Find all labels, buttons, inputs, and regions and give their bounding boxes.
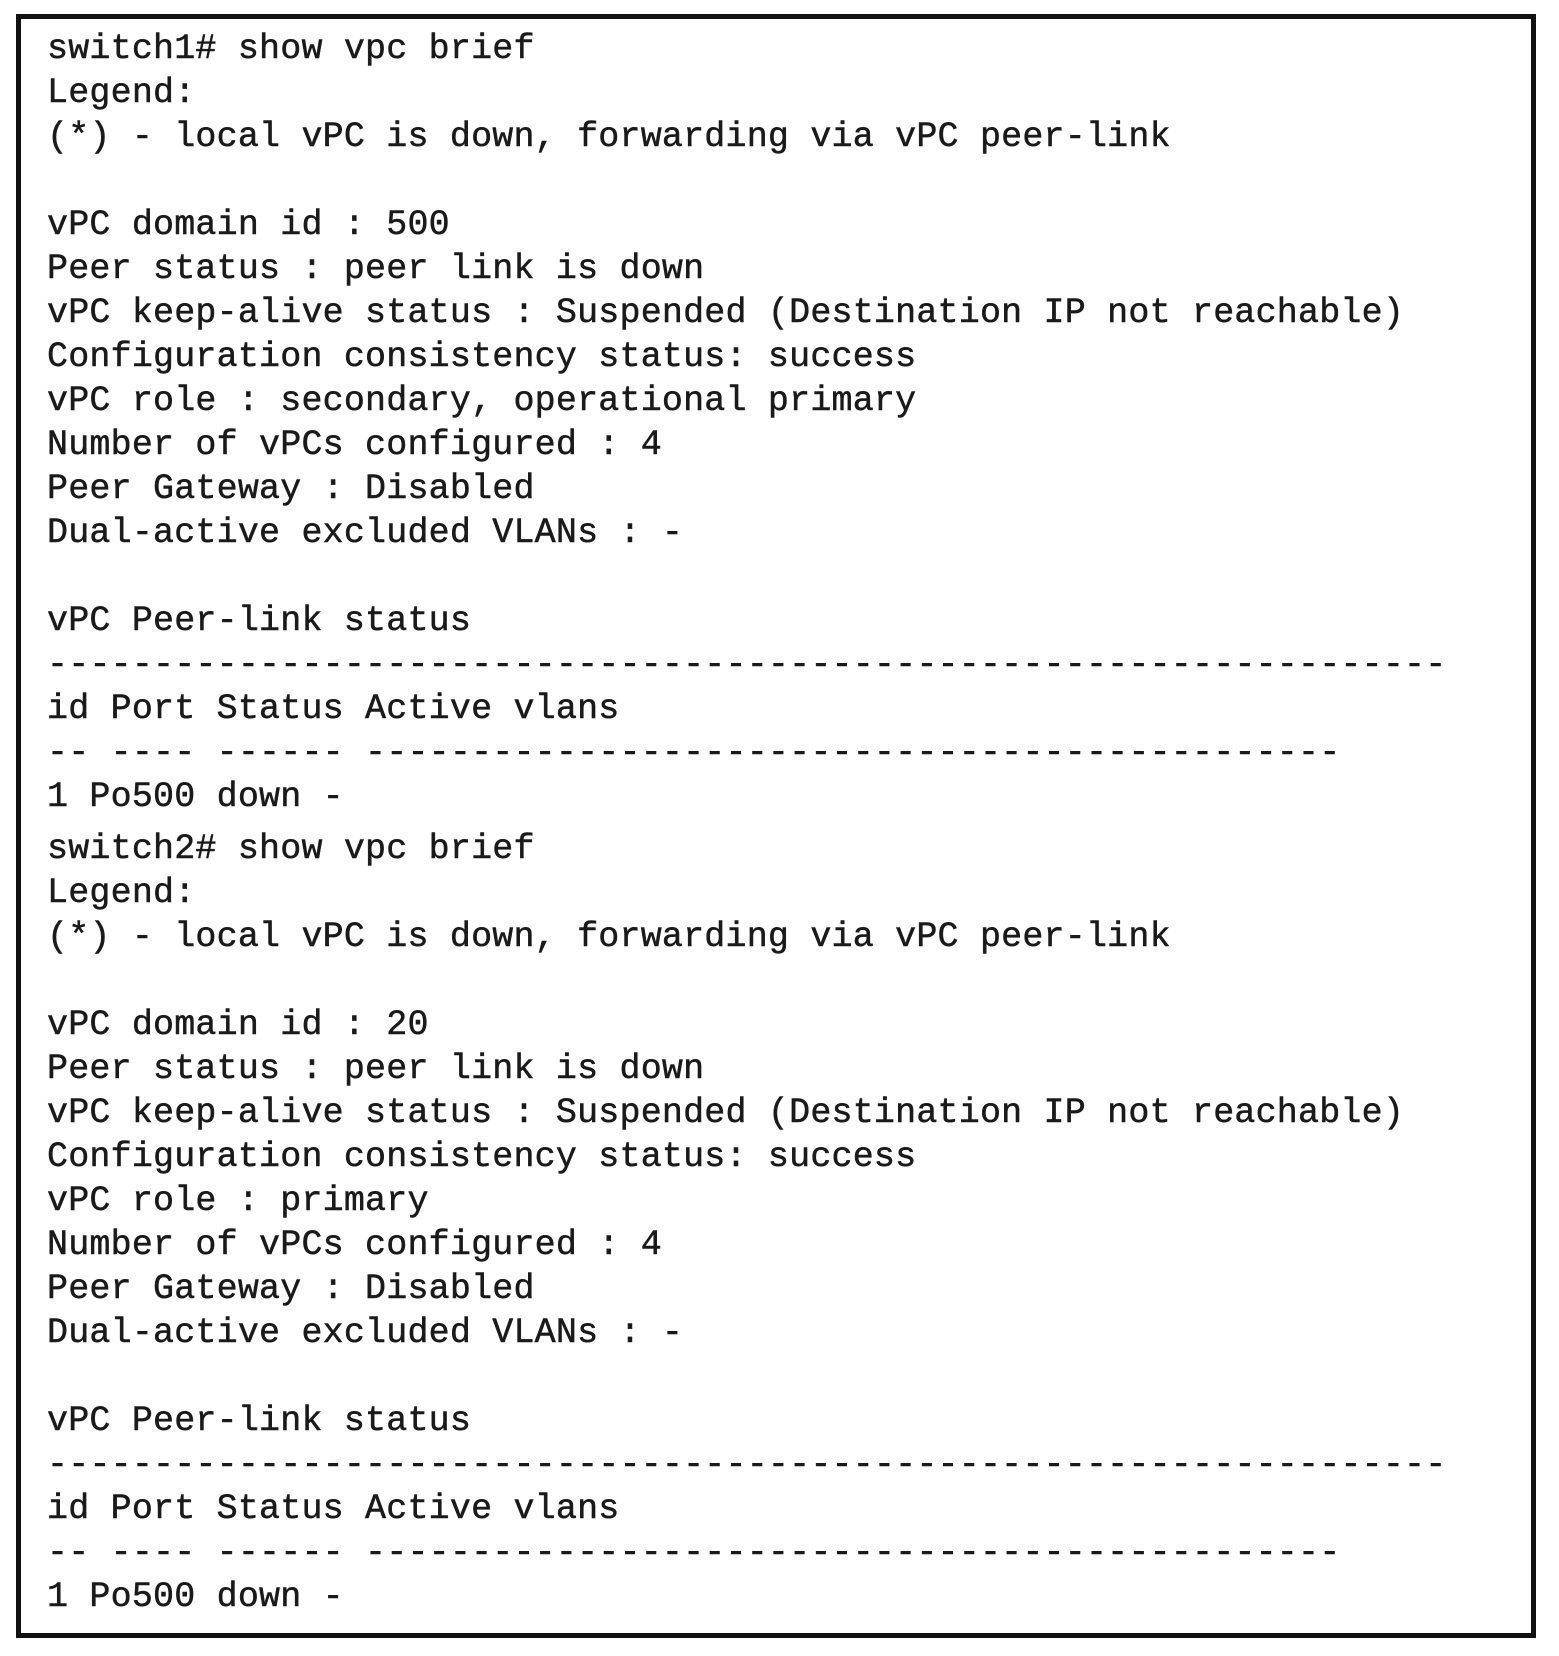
peer-gateway-line: Peer Gateway : Disabled: [47, 1269, 535, 1309]
consistency-status-line: Configuration consistency status: success: [47, 1137, 917, 1177]
separator-line: ------------------------------------------------------------------: [47, 1445, 1447, 1485]
legend-heading: Legend:: [47, 873, 196, 913]
table-header-underline: -- ---- ------ ----------------------------------------------: [47, 1533, 1341, 1573]
consistency-status-line: Configuration consistency status: success: [47, 337, 917, 377]
peer-status-line: Peer status : peer link is down: [47, 249, 705, 289]
table-row: 1 Po500 down -: [47, 777, 344, 817]
blank-line: [47, 159, 1517, 203]
peer-status-line: Peer status : peer link is down: [47, 1049, 705, 1089]
table-header: id Port Status Active vlans: [47, 1489, 620, 1529]
table-row: 1 Po500 down -: [47, 1577, 344, 1617]
dual-active-excluded-line: Dual-active excluded VLANs : -: [47, 513, 684, 553]
legend-note: (*) - local vPC is down, forwarding via vPC peer-link: [47, 117, 1171, 157]
vpcs-configured-line: Number of vPCs configured : 4: [47, 1225, 662, 1265]
command-prompt-line: switch2# show vpc brief: [47, 829, 535, 869]
blank-line: [47, 555, 1517, 599]
switch1-output: [47, 27, 1517, 819]
peer-link-heading: vPC Peer-link status: [47, 1401, 472, 1441]
legend-heading: Legend:: [47, 73, 196, 113]
blank-line: [47, 959, 1517, 1003]
terminal-frame: [16, 14, 1536, 1638]
dual-active-excluded-line: Dual-active excluded VLANs : -: [47, 1313, 684, 1353]
peer-gateway-line: Peer Gateway : Disabled: [47, 469, 535, 509]
command-prompt-line: switch1# show vpc brief: [47, 29, 535, 69]
table-header-underline: -- ---- ------ ----------------------------------------------: [47, 733, 1341, 773]
legend-note: (*) - local vPC is down, forwarding via vPC peer-link: [47, 917, 1171, 957]
domain-id-line: vPC domain id : 500: [47, 205, 450, 245]
separator-line: ------------------------------------------------------------------: [47, 645, 1447, 685]
peer-link-heading: vPC Peer-link status: [47, 601, 472, 641]
switch2-output: [47, 827, 1517, 1619]
vpcs-configured-line: Number of vPCs configured : 4: [47, 425, 662, 465]
terminal-output: [47, 27, 1517, 1619]
keepalive-status-line: vPC keep-alive status : Suspended (Destination IP not reachable): [47, 1093, 1405, 1133]
blank-line: [47, 1355, 1517, 1399]
domain-id-line: vPC domain id : 20: [47, 1005, 429, 1045]
vpc-role-line: vPC role : secondary, operational primary: [47, 381, 917, 421]
vpc-role-line: vPC role : primary: [47, 1181, 429, 1221]
keepalive-status-line: vPC keep-alive status : Suspended (Destination IP not reachable): [47, 293, 1405, 333]
table-header: id Port Status Active vlans: [47, 689, 620, 729]
